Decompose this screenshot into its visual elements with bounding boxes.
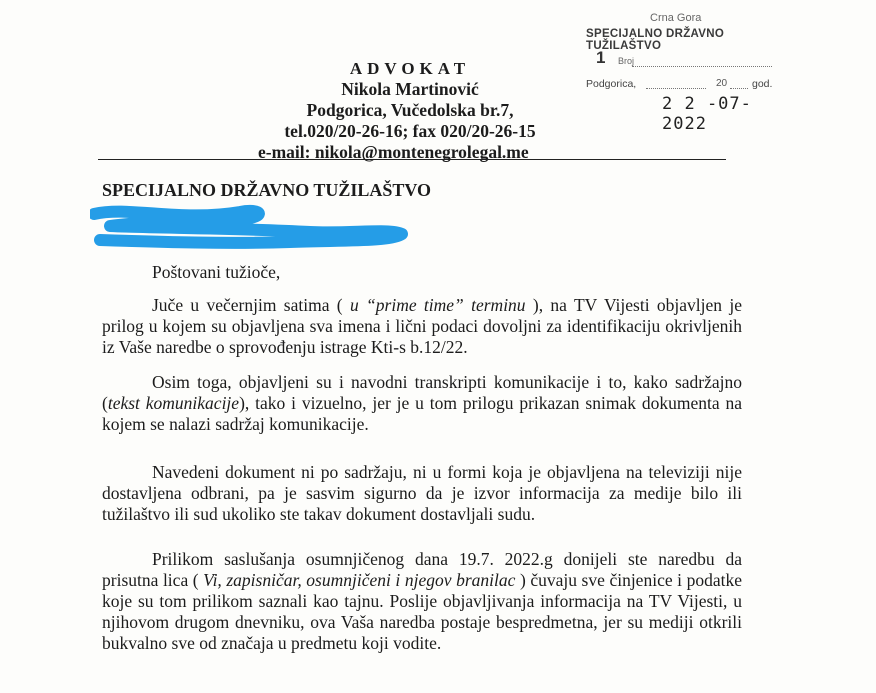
p4-text-b: ) čuvaju sve činjenice i podatke koje su tom prilikom saznali kao tajnu. Poslije objavljivanja informacija na TV Vijesti, u njihovom drugom dnevniku, ova Vaša naredba postaje bespredmetna, jer su mediji otkrili bukvalno sve od značaja u predmetu koji vodite. — [102, 570, 742, 653]
email-label: e-mail: — [258, 142, 315, 162]
stamp-office: SPECIJALNO DRŽAVNO TUŽILAŠTVO — [586, 28, 725, 52]
p2-text-b: ), tako i vizuelno, jer je u tom prilogu prikazan snimak dokumenta na kojem se nalazi sadržaj komunikacije. — [102, 393, 742, 434]
stamp-number: 1 — [596, 48, 606, 67]
letterhead — [240, 58, 580, 163]
stamp-year-prefix: 20 — [716, 78, 728, 89]
stamp-place: Podgorica, — [586, 78, 637, 90]
paragraph-4 — [102, 549, 742, 654]
stamp-dotted-line — [646, 88, 706, 89]
stamp-country: Crna Gora — [650, 12, 702, 24]
letterhead-title: ADVOKAT — [349, 59, 471, 78]
reception-stamp — [580, 8, 780, 134]
email-address: nikola@montenegrolegal.me — [314, 142, 529, 162]
paragraph-2 — [102, 372, 742, 435]
p4-text-a: Prilikom saslušanja osumnjičenog dana 19.7. 2022.g donijeli ste naredbu da prisutna lica ( — [102, 549, 742, 590]
p3-text: Navedeni dokument ni po sadržaju, ni u formi koja je objavljena na televiziji nije dostavljena odbrani, pa je sasvim sigurno da je izvor informacija za medije bilo ili tužilaštvo ili sud ukoliko ste takav dokument dostavljali sudu. — [102, 462, 742, 524]
p1-italic: u “prime time” terminu — [349, 295, 526, 315]
p1-text-a: Juče u večernjim satima ( — [152, 295, 350, 315]
letterhead-divider — [98, 159, 726, 160]
p4-italic: Vi, zapisničar, osumnjičeni i njegov branilac — [203, 570, 516, 590]
redaction-mark — [90, 198, 410, 250]
p1-text-b: ), na TV Vijesti objavljen je prilog u kojem su objavljena sva imena i lični podaci dovoljni za identifikaciju okrivljenih iz Vaše naredbe o sprovođenju istrage Kti-s b.12/22. — [102, 295, 742, 357]
stamp-date: 2 2 -07- 2022 — [662, 94, 752, 134]
greeting — [102, 262, 742, 283]
stamp-broj-label: Broj — [618, 56, 635, 66]
letterhead-address: Podgorica, Vučedolska br.7, — [306, 100, 514, 120]
p2-text-a: Osim toga, objavljeni su i navodni transkripti komunikacije i to, kako sadržajno ( — [102, 372, 742, 413]
stamp-dotted-line — [730, 88, 748, 89]
stamp-god-label: god. — [752, 78, 773, 90]
p2-italic: tekst komunikacije — [107, 393, 240, 413]
paragraph-3 — [102, 462, 742, 525]
letterhead-name: Nikola Martinović — [341, 79, 479, 99]
paragraph-1 — [102, 295, 742, 358]
letterhead-phone: tel.020/20-26-16; fax 020/20-26-15 — [284, 121, 536, 141]
recipient-heading: SPECIJALNO DRŽAVNO TUŽILAŠTVO — [102, 180, 432, 200]
greeting-text: Poštovani tužioče, — [152, 262, 281, 282]
stamp-dotted-line — [632, 66, 772, 67]
